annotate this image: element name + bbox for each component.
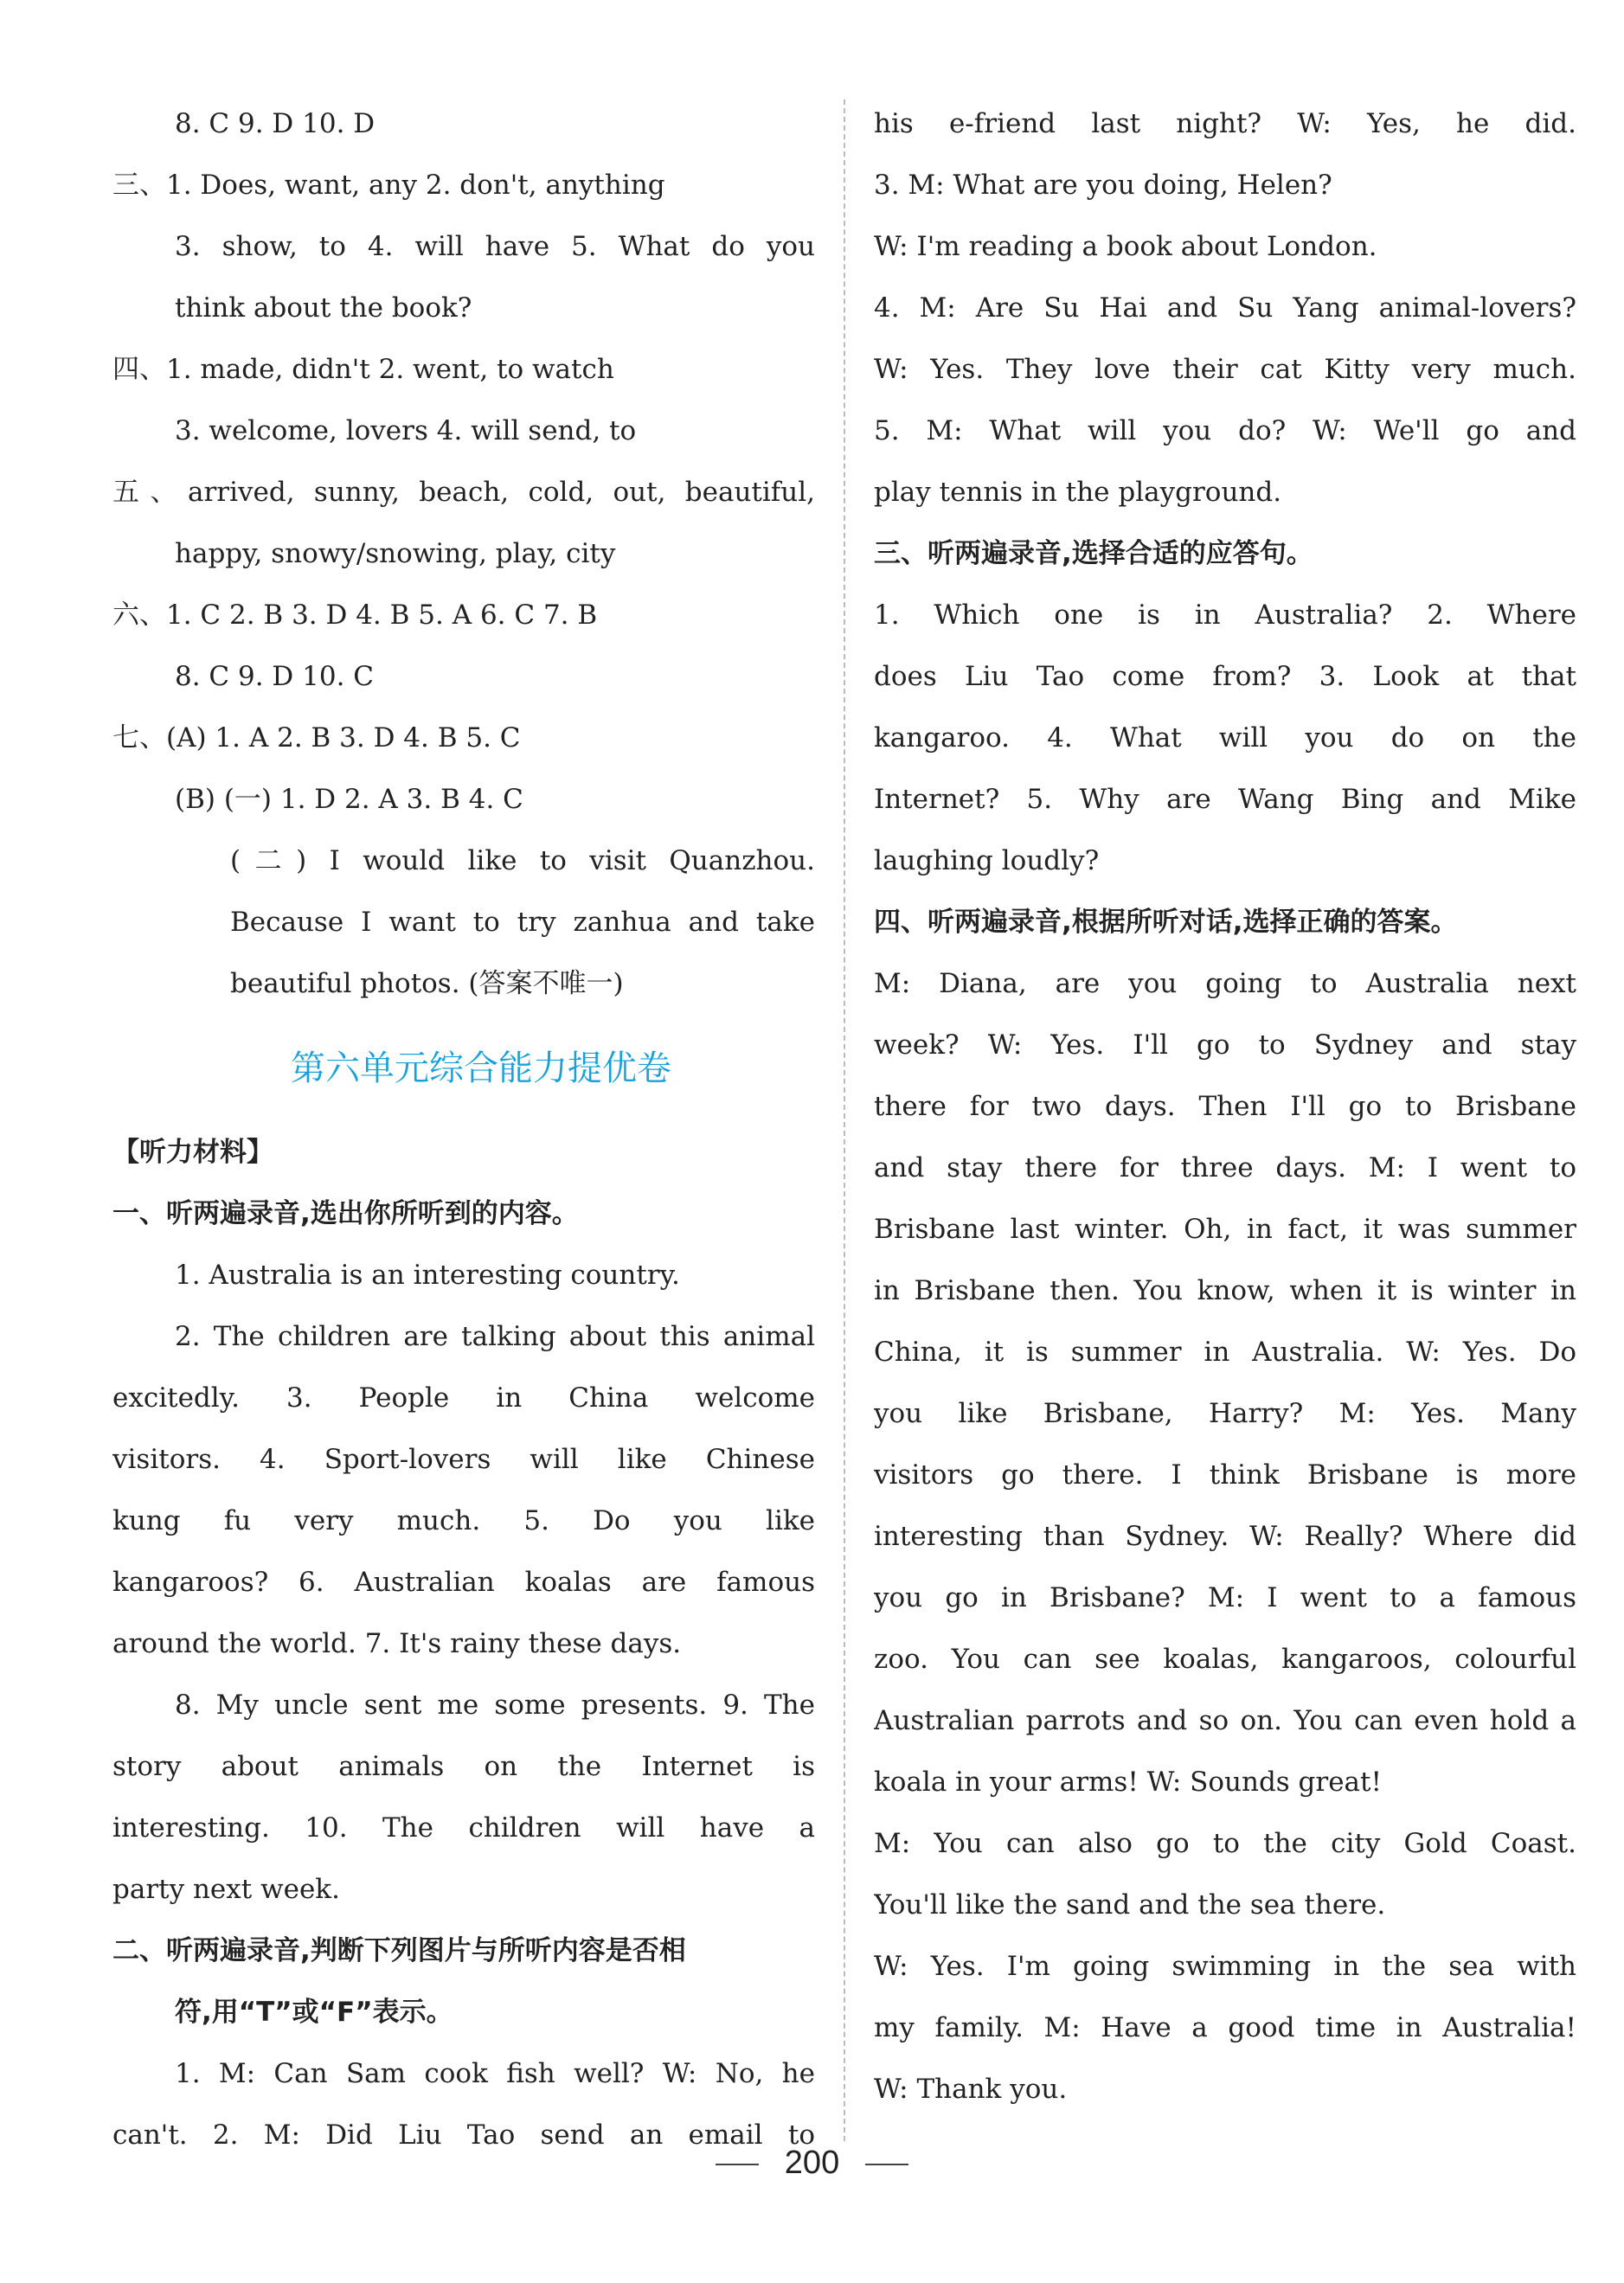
transcript-line: and stay there for three days. M: I went to <box>874 1152 1576 1183</box>
transcript-line: 1. Which one is in Australia? 2. Where <box>874 600 1576 631</box>
section-title: 第六单元综合能力提优卷 <box>291 1049 671 1088</box>
transcript-line: 1. M: Can Sam cook fish well? W: No, he <box>175 2058 815 2089</box>
transcript-line: you like Brisbane, Harry? M: Yes. Many <box>874 1398 1576 1429</box>
page-number: 200 <box>784 2145 840 2181</box>
column-divider <box>844 99 845 2141</box>
part1-heading: 一、听两遍录音,选出你所听到的内容。 <box>112 1198 579 1229</box>
transcript-line: kangaroo. 4. What will you do on the <box>874 722 1576 754</box>
answer-line: 8. C 9. D 10. C <box>175 661 375 692</box>
transcript-line: 5. M: What will you do? W: We'll go and <box>874 415 1576 446</box>
transcript-line: 8. My uncle sent me some presents. 9. The <box>175 1690 815 1721</box>
transcript-line: week? W: Yes. I'll go to Sydney and stay <box>874 1029 1576 1061</box>
transcript-line: 4. M: Are Su Hai and Su Yang animal-lovers? <box>874 292 1576 324</box>
answer-line: 三、1. Does, want, any 2. don't, anything <box>112 170 665 201</box>
transcript-line: Brisbane last winter. Oh, in fact, it was summer <box>874 1214 1576 1245</box>
transcript-line: zoo. You can see koalas, kangaroos, colourful <box>874 1644 1576 1675</box>
transcript-line: play tennis in the playground. <box>874 477 1282 508</box>
answer-line: 五、arrived, sunny, beach, cold, out, beautiful, <box>112 477 815 508</box>
transcript-line: around the world. 7. It's rainy these days. <box>112 1628 682 1659</box>
transcript-line: W: Yes. They love their cat Kitty very much. <box>874 354 1576 385</box>
transcript-line: kangaroos? 6. Australian koalas are famous <box>112 1567 815 1598</box>
answer-line: 四、1. made, didn't 2. went, to watch <box>112 354 614 385</box>
transcript-line: You'll like the sand and the sea there. <box>874 1889 1386 1921</box>
answer-line: 六、1. C 2. B 3. D 4. B 5. A 6. C 7. B <box>112 600 598 631</box>
transcript-line: party next week. <box>112 1874 340 1905</box>
transcript-line: visitors go there. I think Brisbane is more <box>874 1459 1576 1491</box>
transcript-line: laughing loudly? <box>874 845 1100 876</box>
page-footer <box>0 2137 1624 2189</box>
transcript-line: interesting. 10. The children will have a <box>112 1812 815 1844</box>
transcript-line: 1. Australia is an interesting country. <box>175 1260 680 1291</box>
footer-dash-left <box>716 2164 759 2165</box>
transcript-line: visitors. 4. Sport-lovers will like Chinese <box>112 1444 815 1475</box>
transcript-line: 3. M: What are you doing, Helen? <box>874 170 1332 201</box>
answer-line: 3. welcome, lovers 4. will send, to <box>175 415 637 446</box>
answer-line: Because I want to try zanhua and take <box>230 907 815 938</box>
answer-line: (B) (一) 1. D 2. A 3. B 4. C <box>175 784 523 815</box>
transcript-line: interesting than Sydney. W: Really? Where did <box>874 1521 1576 1552</box>
transcript-line: W: Thank you. <box>874 2074 1068 2105</box>
transcript-line: W: Yes. I'm going swimming in the sea with <box>874 1951 1576 1982</box>
transcript-line: China, it is summer in Australia. W: Yes. Do <box>874 1337 1576 1368</box>
transcript-line: koala in your arms! W: Sounds great! <box>874 1767 1382 1798</box>
answer-line: beautiful photos. (答案不唯一) <box>230 968 624 999</box>
transcript-line: story about animals on the Internet is <box>112 1751 815 1782</box>
part2-heading: 二、听两遍录音,判断下列图片与所听内容是否相 <box>112 1935 686 1966</box>
answer-line: 3. show, to 4. will have 5. What do you <box>175 231 815 262</box>
transcript-line: my family. M: Have a good time in Australia! <box>874 2012 1576 2043</box>
transcript-line: M: You can also go to the city Gold Coast. <box>874 1828 1576 1859</box>
listening-label: 【听力材料】 <box>112 1137 273 1168</box>
footer-dash-right <box>865 2164 908 2165</box>
transcript-line: there for two days. Then I'll go to Brisbane <box>874 1091 1576 1122</box>
transcript-line: his e-friend last night? W: Yes, he did. <box>874 108 1576 139</box>
answer-line: 七、(A) 1. A 2. B 3. D 4. B 5. C <box>112 722 521 754</box>
transcript-line: 2. The children are talking about this animal <box>175 1321 815 1352</box>
part3-heading: 三、听两遍录音,选择合适的应答句。 <box>874 538 1313 569</box>
transcript-line: Australian parrots and so on. You can even hold a <box>874 1705 1576 1736</box>
part2-heading-cont: 符,用“T”或“F”表示。 <box>175 1997 453 2028</box>
transcript-line: excitedly. 3. People in China welcome <box>112 1382 815 1414</box>
right-column <box>874 93 1576 2120</box>
transcript-line: can't. 2. M: Did Liu Tao send an email to <box>112 2119 815 2151</box>
answer-line: (二) I would like to visit Quanzhou. <box>230 845 815 876</box>
transcript-line: M: Diana, are you going to Australia next <box>874 968 1576 999</box>
transcript-line: you go in Brisbane? M: I went to a famous <box>874 1582 1576 1613</box>
answer-line: think about the book? <box>175 292 472 324</box>
transcript-line: in Brisbane then. You know, when it is winter in <box>874 1275 1576 1306</box>
answer-line: 8. C 9. D 10. D <box>175 108 376 139</box>
transcript-line: W: I'm reading a book about London. <box>874 231 1377 262</box>
transcript-line: does Liu Tao come from? 3. Look at that <box>874 661 1576 692</box>
left-column <box>112 93 815 2166</box>
answer-line: happy, snowy/snowing, play, city <box>175 538 616 569</box>
transcript-line: Internet? 5. Why are Wang Bing and Mike <box>874 784 1576 815</box>
transcript-line: kung fu very much. 5. Do you like <box>112 1505 815 1536</box>
part4-heading: 四、听两遍录音,根据所听对话,选择正确的答案。 <box>874 907 1458 938</box>
